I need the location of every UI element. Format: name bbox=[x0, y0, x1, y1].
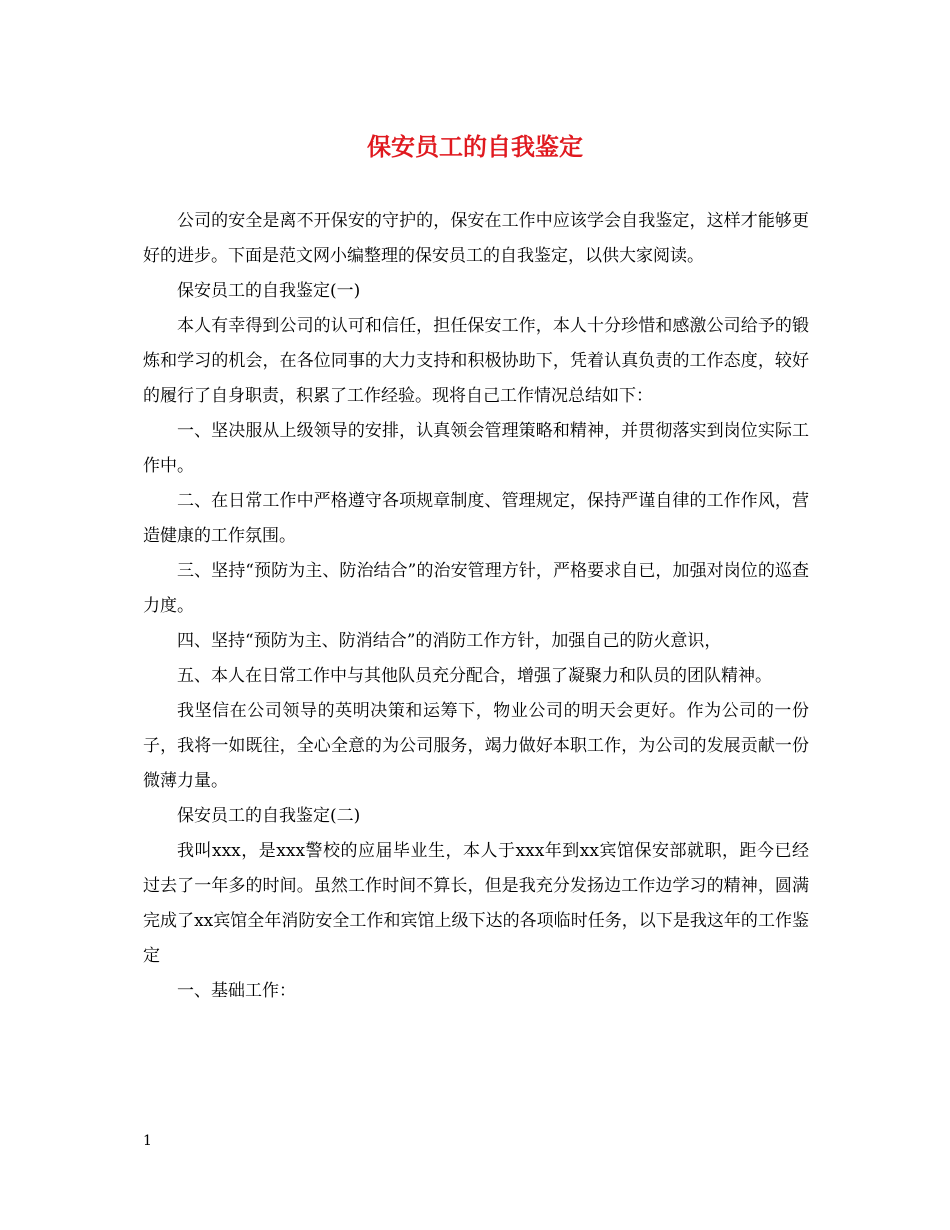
paragraph: 一、坚决服从上级领导的安排，认真领会管理策略和精神，并贯彻落实到岗位实际工作中。 bbox=[143, 421, 809, 476]
document-title: 保安员工的自我鉴定 bbox=[367, 132, 583, 161]
paragraph: 四、坚持“预防为主、防消结合”的消防工作方针，加强自己的防火意识， bbox=[177, 631, 722, 651]
paragraph: 二、在日常工作中严格遵守各项规章制度、管理规定，保持严谨自律的工作作风，营造健康的工作氛围。 bbox=[143, 491, 809, 546]
section-heading-1: 保安员工的自我鉴定(一) bbox=[177, 281, 361, 301]
page-number: 1 bbox=[143, 1133, 152, 1149]
paragraph-intro: 公司的安全是离不开保安的守护的，保安在工作中应该学会自我鉴定，这样才能够更好的进步。下面是范文网小编整理的保安员工的自我鉴定，以供大家阅读。 bbox=[143, 211, 809, 266]
paragraph: 我叫xxx，是xxx警校的应届毕业生，本人于xxx年到xx宾馆保安部就职，距今已经过去了一年多的时间。虽然工作时间不算长，但是我充分发扬边工作边学习的精神，圆满完成了xx宾馆全年消防安全工作和宾馆上级下达的各项临时任务，以下是我这年的工作鉴定 bbox=[143, 841, 809, 966]
document-body bbox=[143, 204, 809, 1009]
paragraph: 本人有幸得到公司的认可和信任，担任保安工作，本人十分珍惜和感激公司给予的锻炼和学习的机会，在各位同事的大力支持和积极协助下，凭着认真负责的工作态度，较好的履行了自身职责，积累了工作经验。现将自己工作情况总结如下： bbox=[143, 316, 809, 406]
paragraph: 三、坚持“预防为主、防治结合”的治安管理方针，严格要求自已，加强对岗位的巡查力度。 bbox=[143, 561, 809, 616]
paragraph: 我坚信在公司领导的英明决策和运筹下，物业公司的明天会更好。作为公司的一份子，我将一如既往，全心全意的为公司服务，竭力做好本职工作，为公司的发展贡献一份微薄力量。 bbox=[143, 701, 809, 791]
section-heading-2: 保安员工的自我鉴定(二) bbox=[177, 806, 361, 826]
paragraph: 一、基础工作： bbox=[177, 981, 296, 1001]
paragraph: 五、本人在日常工作中与其他队员充分配合，增强了凝聚力和队员的团队精神。 bbox=[177, 666, 772, 686]
